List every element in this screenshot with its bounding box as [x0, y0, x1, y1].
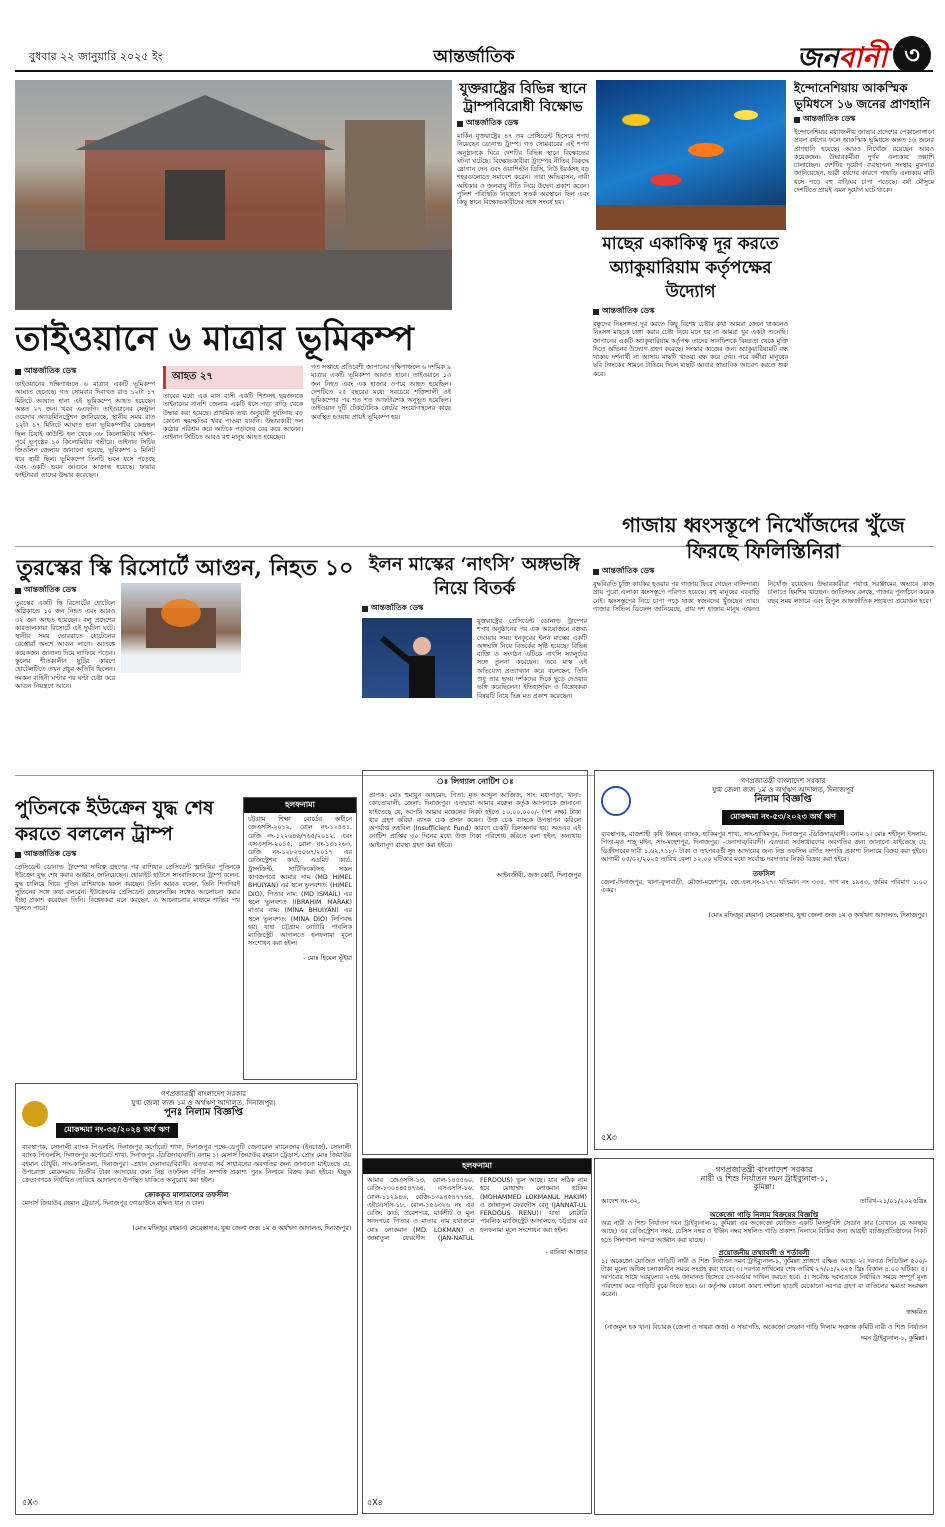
- tribunal-req-title: প্রয়োজনীয় তথ্যাবলী ও শর্তাবলী: [718, 1248, 810, 1257]
- auction-title: নিলাম বিজ্ঞপ্তি: [754, 794, 812, 805]
- affidavit-code: ৫X৪: [367, 1498, 383, 1507]
- putin-desk-label: আন্তর্জাতিক ডেস্ক: [15, 849, 240, 861]
- putin-headline: পুতিনকে ইউক্রেন যুদ্ধ শেষ করতে বললেন ট্রাম্প: [15, 797, 214, 845]
- affidavit-signer: - রানিয়া আক্তার: [545, 1249, 587, 1257]
- legal-notice-title: ঃ লিগ্যাল নোটিশ ঃ: [436, 777, 514, 786]
- taiwan-earthquake-photo: [15, 80, 452, 310]
- affidavit-notice-2: [362, 1158, 592, 1514]
- putin-body: প্রেসিডেন্ট ডোনাল্ড ট্রাম্পের দায়িত্ব গ্রহণের পর রাশিয়ার প্রেসিডেন্ট ভ্লাদিমির পুতিনকে ইউক্রেন যুদ্ধ শেষ করার আহ্বান জানিয়েছেন। হোয়াইট হাউসে সাংবাদিকদের ট্রাম্প বলেন, যুদ্ধ চালিয়ে গিয়ে পুতিন রাশিয়াকে ধ্বংস করছেন। তিনি আরও বলেন, তিনি শিগগিরই পুতিনের সঙ্গে কথা বলবেন। ইউক্রেনের প্রেসিডেন্ট জেলেনস্কির সঙ্গেও আলোচনা করার ইচ্ছা প্রকাশ করেছেন তিনি। বিশ্লেষকরা মনে করছেন, এ আলোচনার মাধ্যমে শান্তির পথ খুলতে পারে।: [15, 864, 240, 913]
- gaza-article: [593, 512, 934, 767]
- page-number: ৩: [893, 36, 931, 72]
- musk-article: [362, 553, 587, 766]
- ski-article: [15, 553, 355, 778]
- taiwan-body-2: তারের মধ্যে এক মাস বাসী একটি শিশুসহ ছয়জনকে তাইনানের নানশি জেলায় একটি ধসে পড়া বাড়ি থেকে উদ্ধার করা হয়েছে। প্রাথমিক তথ্য অনুযায়ী দুর্ঘটনায় বড় কোনো ক্ষয়ক্ষতির খবর পাওয়া যায়নি। উদ্ধারকারী দল কঠোর পরিশ্রম করে আটকে পড়াদের বের করে আনেন। তাইনান সিটিতে আরও বহু মানুষ আহত হয়েছেন।: [163, 393, 303, 442]
- tribunal-notice: [594, 1158, 934, 1515]
- photo-illustration: [15, 80, 452, 310]
- gaza-headline: গাজায় ধ্বংসস্তূপে নিখোঁজদের খুঁজে ফিরছে ফিলিস্তিনিরা: [622, 513, 905, 563]
- logo-text-part2: বানী: [838, 41, 887, 72]
- taiwan-desk-label: আন্তর্জাতিক ডেস্ক: [15, 366, 155, 378]
- taiwan-body-3: গত সপ্তাহে প্রতিবেশী জাপানের দক্ষিণাঞ্চলে ৬ দশমিক ৯ মাত্রার একটি ভূমিকম্প আঘাত হানে। তাইওয়ানে ১৩ জন নিহত এবং এক হাজার ওপরে আহত হয়েছিল। দেশটিতে ২৫ বছরের মধ্যে সবচেয়ে শক্তিশালী ওই ভূমিকম্পের পর শত শত আফটারশক অনুভূত হয়েছিল। তাইওয়ান দুটি টেকটোনিক প্লেটের সংযোগস্থলের কাছে অবস্থিত হওয়ায় প্রায়ই ভূমিকম্প হয়।: [311, 364, 451, 421]
- taiwan-body-1: তাইওয়ানের দক্ষিণাঞ্চলে ৬ মাত্রার একটি ভূমিকম্প আঘাত হেনেছে। গত সোমবার দিবাগত রাত ১২টা ১৭ মিনিটে আঘাত হানা এই ভূমিকম্পে আহত হয়েছেন অন্তত ২৭ জন। খবর এএফপি। তাইওয়ানের সেন্ট্রাল ওয়েদার অ্যাডমিনিস্ট্রেশন জানিয়েছে, স্থানীয় সময় রাত ১২টা ১৭ মিনিটে আঘাত হানা ভূমিকম্পটির কেন্দ্রস্থল ছিল চিয়াই কাউন্টি হল থেকে ৩৮ কিলোমিটার দক্ষিণ-পূর্বে ভূপৃষ্ঠের ১০ কিলোমিটার গভীরে। তাইনান সিটির জিওলিন জেলায় জানানো হয়েছে, ভূমিকম্প ১ মিনিট ধরে স্থায়ী ছিল। ভূমিকম্পে তিনটি ভবন ধসে পড়েছে এবং একটি ভবন আগুনে আক্রান্ত হয়েছে। ফায়ার ফাইটাররা তাদের উদ্ধার করেছেন।: [15, 381, 155, 480]
- newspaper-logo[interactable]: [797, 36, 887, 72]
- ski-headline: তুরস্কের স্কি রিসোর্টে আগুন, নিহত ১০: [16, 555, 354, 581]
- affidavit-body: আমার জেএসসি-১৩, রোল-১৪৫৫৬০, রেজি-১৩০৪৪৫৪৭৬৪, এসএসসি-১৬, রোল-১১২৯৪৬, রেজি-১৩৯৪৫৪৭৭৬৪, এইচএসসি-১৮, রোল-১৫৬৩২৬ নং এর রেজি: কার্ড, প্রবেশপত্র, মার্কশীট ও মূল সনদপত্রে পিতার ও মাতার নাম যথাক্রমে মোঃ লোকমান (MD. LOKMAN) ও জান্নাতুল ফেরদৌস (JAN-NATUL FERDOUS) ভুল আছে। যার সঠিক নাম হবে মোহাম্মদ লোকমান হাকিম (MOHAMMED LOKMANUL HAKIM) ও জান্নাতুল ফেরদৌস রেনু (JANNAT-UL FERDOUS RENU)। যাহা নোটারি পাবলিক ম্যাজিস্ট্রেট আদালতে, চট্টগ্রাম এর হলফনামা মূলে সংশোধন করা হইল।: [367, 1177, 587, 1243]
- ski-resort-fire-photo: [121, 583, 241, 673]
- tribunal-date: তারিখ-২১/০১/২০২৫খ্রিঃ: [859, 1197, 927, 1205]
- auction-court: যুগ্ম জেলা জজ ১ম ও অর্থঋণ আদালত, দিনাজপুর: [712, 786, 854, 794]
- auction-court: যুগ্ম জেলা জজ ১ম ও অর্থঋণ আদালত, দিনাজপুর।: [131, 1099, 276, 1107]
- musk-headline: ইলন মাস্কের ‘নাৎসি’ অঙ্গভঙ্গি নিয়ে বিতর্ক: [369, 554, 580, 599]
- auction-case: মোকদ্দমা নং-৩৫/২০২৪ অর্থ ঋণ: [56, 1123, 178, 1138]
- auction-schedule: জেলা-দিনাজপুর, থানা-ফুলবাড়ী, মৌজা-মহেশপুর, জে.এল.নং-১২৭। খতিয়ান নং ৩৩৫, দাগ নং ১৯৪৩, জমির পরিমাণ ১.০০ একর।: [601, 879, 927, 895]
- aquarium-article: [593, 232, 788, 540]
- auction-notice-right: [594, 770, 934, 1150]
- auction-schedule-head: ক্রোককৃত মালামালের তফসীল: [144, 1191, 229, 1200]
- auction-schedule-head: তফসিল: [752, 870, 776, 879]
- musk-body: যুক্তরাষ্ট্রের প্রেসিডেন্ট ডোনাল্ড ট্রাম্পের শপথ অনুষ্ঠানের পর এক আয়োজনে বক্তব্য দেওয়ার সময় ধনকুবের ইলন মাস্কের একটি অঙ্গভঙ্গি নিয়ে বিতর্কের সৃষ্টি হয়েছে। বিভিন্ন ব্যক্তি ও সংগঠন এটিকে নাৎসি স্যালুটের সঙ্গে তুলনা করেছেন। তবে মাস্ক এই অভিযোগ প্রত্যাখ্যান করে বলেছেন, তিনি শুধু তার হৃদয় দর্শকদের দিকে ছুড়ে দেওয়ার ভঙ্গি করেছিলেন। ইতিহাসবিদ ও বিশ্লেষকরা বিষয়টি নিয়ে ভিন্ন মত প্রকাশ করেছেন।: [477, 618, 587, 700]
- court-seal-icon: [601, 786, 631, 816]
- tribunal-title: অকেজো গাড়ি নিলাম বিক্রয়ের বিজ্ঞপ্তি: [709, 1211, 819, 1219]
- tribunal-signer: (নাজমুল হক খান) বিচারক (জেলা ও দায়রা জজ) ও সভাপতি, অকেজো সেডান গাড়ি নিলাম সংক্রান্ত কমিটি নারী ও শিশু নির্যাতন দমন ট্রাইব্যুনাল-১, কুমিল্লা।: [604, 1324, 927, 1343]
- tribunal-court: নারী ও শিশু নির্যাতন দমন ট্রাইব্যুনাল-১,: [700, 1174, 828, 1183]
- affidavit-signer: - মোঃ হিমেল ভূঁইয়া: [303, 954, 352, 962]
- legal-notice-body: প্রাপক: মোঃ হুমায়ুন আহমেদ, পিতা: মৃত আব্দুল আজিজ, সাং: মধ্যপাড়া, থানা: কোতোয়ালী, জেলা: দিনাজপুর। এতদ্বারা আমার মক্কেল কর্তৃক আপনাকে জানানো যাইতেছে যে, আপনি আমার মক্কেলের নিকট হইতে ১০,০০,০০০/- (দশ লক্ষ) টাকা ধার গ্রহণ করিয়া ব্যাংক চেক প্রদান করেন। উক্ত চেক ব্যাংকে উপস্থাপন করিলে অপর্যাপ্ত তহবিল (Insufficient Fund) কারণে চেকটি ডিসঅনার হয়। অতএব এই নোটিশ প্রাপ্তির ৩০ দিনের মধ্যে উক্ত টাকা পরিশোধ করিতে বলা হইল, অন্যথায় আইনানুগ ব্যবস্থা গ্রহণ করা হইবে।: [369, 792, 581, 849]
- auction-signer: (মোঃ মফিজুর রহমান) সেরেস্তাদার, যুগ্ম জেলা জজ ১ম ও অর্থঋণ আদালত, দিনাজপুর।: [132, 1224, 351, 1232]
- section-title: আন্তর্জাতিক: [433, 47, 515, 67]
- indonesia-body: ইন্দোনেশিয়ার মধ্যাঞ্চলীয় জাভার প্রদেশের পেকালোঙ্গানে প্রবল বর্ষণের ফলে আকস্মিক ভূমিধসে অন্তত ১৬ জনের প্রাণহানি হয়েছে। আরও নিখোঁজ রয়েছেন আরও কয়েকজন। উদ্ধারকর্মীরা দুর্গম এলাকায় তল্লাশি চালাচ্ছেন। দেশটির দুর্যোগ ব্যবস্থাপনা সংস্থার মুখপাত্র জানিয়েছেন, ভারী বর্ষণের কারণে পাহাড়ি এলাকায় মাটি ধসে পড়ে বহু বাড়িঘর চাপা পড়েছে। বর্ষা মৌসুমে দেশটিতে প্রায়ই এমন দুর্যোগ ঘটে থাকে।: [794, 129, 934, 195]
- court-logo-icon: [22, 1101, 48, 1127]
- auction-body: ব্যবস্থাপক, রাজশাহী কৃষি উন্নয়ন ব্যাংক, হাকিমপুর শাখা, সাং-হাকিমপুর, দিনাজপুর -ডিক্রিদার/বাদী। বনাম ১। মোঃ শহীদুল ইসলাম, পিতা-মৃত শাহ্ মঈন, সাং-মহেশপুর, দিনাজপুর। -দেনাদার/বিবাদী। এতদ্বারা সর্বসাধারণের অবগতির জন্য জানানো যাইতেছে যে, ডিক্রীদারের দাবী ১,৬২,৭১৮/- টাকা ও তৎপরবর্তী সুদ আদায়ের জন্য নিম্ন তফসিল বর্ণিত সম্পত্তি প্রকাশ্য নিলামে বিক্রয় করা হইবে। আগামী ০৫/০২/২০২৫ তারিখ বেলা ১২.০০ ঘটিকার মধ্যে সর্বোচ্চ দরদাতার নিকট বিক্রয় করা হইবে।: [601, 831, 927, 863]
- auction-code: ৫X৩: [22, 1498, 38, 1507]
- auction-gov: গণপ্রজাতন্ত্রী বাংলাদেশ সরকার: [161, 1090, 246, 1098]
- tribunal-sign-label: স্বাক্ষরিত: [906, 1309, 927, 1317]
- protest-article: [457, 80, 589, 545]
- logo-text-part1: জন: [796, 41, 839, 72]
- ski-body: তুরস্কের একটি স্কি রিসোর্টের হোটেলে অগ্নিকাণ্ডে ১০ জন নিহত এবং আরও ৩২ জন আহত হয়েছেন। বলু প্রদেশের কারতালকায়া রিসোর্টে এই দুর্ঘটনা ঘটে। স্থানীয় সময় ভোররাতে হোটেলের রেস্তোরাঁ অংশে আগুন লাগে। আতঙ্কে কয়েকজন জানালা দিয়ে লাফিয়ে পড়েন। স্কুলের শীতকালীন ছুটির কারণে হোটেলটিতে তখন প্রচুর অতিথি ছিলেন। দমকল বাহিনী ঘণ্টার পর ঘণ্টা চেষ্টা করে আগুন নিয়ন্ত্রণে আনে।: [15, 600, 115, 690]
- musk-gesture-photo: [362, 618, 472, 698]
- indonesia-headline: ইন্দোনেশিয়ায় আকস্মিক ভূমিধসে ১৬ জনের প্রাণহানি: [794, 81, 931, 111]
- auction-notice-left: [15, 1083, 358, 1515]
- auction-title: পুনঃ নিলাম বিজ্ঞপ্তি: [164, 1107, 243, 1118]
- affidavit-title: হলফনামা: [244, 798, 356, 813]
- fish-illustration: [596, 80, 786, 230]
- musk-desk-label: আন্তর্জাতিক ডেস্ক: [362, 603, 587, 615]
- issue-date: বুধবার ২২ জানুয়ারি ২০২৫ ইং: [29, 50, 163, 63]
- gaza-body: যুদ্ধবিরতি চুক্তি কার্যকর হওয়ার পর গাজায় ফিরে গেছেন বাসিন্দারা। প্রায় পুরো এলাকা ধ্বংসস্তূপে পরিণত হয়েছে। বহু মানুষের ঘরবাড়ি নেই। ধ্বংসস্তূপের নিচে চাপা পড়ে থাকা স্বজনদের খুঁজছেন তারা। গাজার সিভিল ডিফেন্স জানিয়েছে, প্রায় দশ হাজার মানুষ এখনও নিখোঁজ রয়েছেন। উদ্ধারকারীরা পর্যাপ্ত সরঞ্জামের অভাবে কাজ চালাতে হিমশিম খাচ্ছেন। জাতিসংঘ বলছে, গাজার পুনর্গঠনে কয়েক বছর সময় লাগবে এবং বিপুল আন্তর্জাতিক সহায়তা প্রয়োজন হবে।: [593, 581, 934, 613]
- auction-body: ব্যবস্থাপক, সোনালী ব্যাংক পিএলসি, দিনাজপুর কর্পোরেট শাখা, দিনাজপুর পক্ষে-ডেপুটি জেনারেল ম্যানেজার (ইনচার্জ), সোনালী ব্যাংক পিএলসি, দিনাজপুর কর্পোরেট শাখা, দিনাজপুর -ডিক্রিদার/বাদী। বনাম ১। মেসার্স জিয়াউর রহমান ট্রেডার্স, প্রোঃ মোঃ জিয়াউর রহমান চৌধুরী, সাং-কালিতলা, দিনাজপুর। -প্রধান দেনাদার/বিবাদী। এতদ্বারা সর্ব সাধারণের অবগতির জন্য জানানো যাইতেছে যে, উপরোক্ত মোকদ্দমায় ডিক্রীর টাকা আদায়ের জন্য নিম্ন তফসিল বর্ণিত সম্পত্তি প্রকাশ্য পুনঃ নিলামে বিক্রয় করা হইবে। ইচ্ছুক ক্রেতাগণকে নির্ধারিত তারিখে আদালতে উপস্থিত থাকিতে অনুরোধ করা হইল।: [22, 1144, 351, 1185]
- affidavit-notice-1: [243, 797, 357, 1080]
- putin-article: [15, 795, 240, 1075]
- aquarium-body: বন্ধুদের নিঃসঙ্গতা দূর করতে কিছু বিশেষ চেষ্টার কথা আমরা জেনে থাকলেও নিঃসঙ্গ মাছকে চাঙ্গা করার চেষ্টা নিয়ে মনে হয় না আমরা খুব একটা শুনেছি। জাপানের একটি অ্যাকুয়ারিয়াম কর্তৃপক্ষ তাদের সানফিশকে বিষণ্ণতা থেকে মুক্তি দিতে অভিনব উদ্যোগ গ্রহণ করেছে। সংস্কার কাজের জন্য অ্যাকুয়ারিয়ামটি বন্ধ থাকায় দর্শনার্থী না আসায় মাছটি খাওয়া বন্ধ করে দেয়। পরে কর্মীরা মানুষের ছবি ট্যাংকের সামনে টাঙিয়ে দিলে মাছটি আবার স্বাভাবিক আচরণ করতে শুরু করে।: [593, 321, 788, 378]
- legal-notice-signer: আইনজীবী, জজ কোর্ট, দিনাজপুর: [496, 872, 581, 880]
- tribunal-city: কুমিল্লা।: [753, 1183, 775, 1191]
- aquarium-headline: মাছের একাকিত্ব দূর করতে অ্যাকুয়ারিয়াম কর্তৃপক্ষের উদ্যোগ: [602, 234, 779, 302]
- aquarium-fish-photo: [596, 80, 786, 230]
- auction-case: মোকদ্দমা নং-৫৩/২০২৩ অর্থ ঋণ: [722, 810, 844, 825]
- auction-code: ৫X৩: [601, 1133, 617, 1142]
- protest-desk-label: আন্তর্জাতিক ডেস্ক: [457, 118, 589, 130]
- taiwan-article: [15, 318, 455, 543]
- masthead: [15, 10, 933, 72]
- tribunal-body: অত্র নারী ও শিশু নির্যাতন দমন ট্রাইব্যুনাল-১, কুমিল্লা এর অকেজো যোজিত একটি মিতসুবিশি সেডান কার (যেখানে যে অবস্থায় আছে) এর রেজিস্ট্রেশন নম্বর, চেসিস নম্বর ও ইঞ্জিন নম্বর সম্বলিত গাড়ি প্রকাশ্য নিলামে বিক্রির জন্য আগ্রহী ব্যক্তি/প্রতিষ্ঠানের নিকট হতে সিলগালা দরপত্র আহ্বান করা যাচ্ছে।: [601, 1220, 927, 1244]
- aquarium-desk-label: আন্তর্জাতিক ডেস্ক: [593, 306, 788, 318]
- legal-notice: [362, 770, 588, 1155]
- tribunal-order-no: আদেশ নং-৩২,: [601, 1197, 641, 1205]
- taiwan-subhead: আহত ২৭: [163, 366, 303, 389]
- affidavit-title: হলফনামা: [363, 1159, 591, 1174]
- auction-schedule: মেসার্স জিয়াউর রহমান ট্রেডার্স, দিনাজপুর গোডাউনে রক্ষিত ধান ও চাল।: [22, 1200, 205, 1208]
- protest-headline: যুক্তরাষ্ট্রের বিভিন্ন স্থানে ট্রাম্পবিরোধী বিক্ষোভ: [459, 81, 587, 115]
- ski-desk-label: আন্তর্জাতিক ডেস্ক: [15, 585, 115, 597]
- tribunal-gov: গণপ্রজাতন্ত্রী বাংলাদেশ সরকার: [715, 1165, 813, 1174]
- gaza-desk-label: আন্তর্জাতিক ডেস্ক: [593, 566, 934, 578]
- auction-gov: গণপ্রজাতন্ত্রী বাংলাদেশ সরকার: [740, 777, 826, 785]
- affidavit-body: চট্টগ্রাম শিক্ষা বোর্ডের অধীনে জেএসসি-২০১২, রোল নং-১২৪৪১, রেজি নং-১২২৬৪৬/৭৬৫/২০১২, এবং এসএসসি-২০১৫, রোল নং-১৩১২৬৩, রেজি নং-১২৮২৪০৬৭/২০১৭ এর রেজিস্ট্রেশন কার্ড, এডমিট কার্ড, ট্রান্সক্রিপ্ট, সার্টিফিকেটসহ সকল কাগজপত্রে আমার নাম (MD HIMEL BHUIYAN) এর স্থলে ভুলবশত: (HIMEL DIO), পিতার নাম: (MD ISMAIL) এর স্থলে ভুলবশত (IBRAHIM MARAK) মাতার নাম: (MINA BHUIYAN) এর স্থলে ভুলবশত: (MINA DIO) লিপিবদ্ধ হয়। যাহা চট্টগ্রাম নোটারি পাবলিক ম্যাজিস্ট্রেট আদালতে হলফনামা মূলে সংশোধন করা হইল।: [248, 816, 352, 948]
- protest-body: মার্কিন যুক্তরাষ্ট্রের ৪৭ তম প্রেসিডেন্ট হিসেবে শপথ নিয়েছেন ডোনাল্ড ট্রাম্প। গত সোমবারের এই শপথ অনুষ্ঠানকে ঘিরে দেশটির বিভিন্ন স্থানে বিক্ষোভের ঘটনা ঘটেছে। বিক্ষোভকারীরা ট্রাম্পের নীতির বিরুদ্ধে স্লোগান দেন এবং ওয়াশিংটন ডিসি, নিউ ইয়র্কসহ বড় শহরগুলোতে সমাবেশ করেন। তারা অভিবাসন, নারী অধিকার ও জলবায়ু নীতি নিয়ে উদ্বেগ প্রকাশ করেন। পুলিশ পরিস্থিতি নিয়ন্ত্রণে সতর্ক অবস্থানে ছিল এবং কিছু স্থানে বিক্ষোভকারীদের সঙ্গে সংঘর্ষ হয়।: [457, 133, 589, 207]
- indonesia-article: [794, 80, 934, 545]
- tribunal-req-body: ১। অকেজো যোজিত গাড়িটি নারী ও শিশু নির্যাতন দমন ট্রাইব্যুনাল-১, কুমিল্লা প্রাঙ্গণে রক্ষিত আছে। ২। দরপত্র সিডিউল ৫০০/- টাকা মূল্যে অফিস চলাকালীন সময়ে সংগ্রহ করা যাবে। ৩। দরপত্র দাখিলের শেষ তারিখ ২৭/০১/২০২৫ খ্রিঃ বিকাল ৪.০০ ঘটিকা। ৪। দরপত্রের সাথে দরমূল্যের ২৫% জামানত হিসেবে পে-অর্ডার দাখিল করতে হবে। ৫। সর্বোচ্চ দরদাতাকে নির্ধারিত সময়ে সম্পূর্ণ মূল্য পরিশোধ করে গাড়িটি বুঝে নিতে হবে। ৬। কর্তৃপক্ষ কোনো কারণ দর্শানো ছাড়াই যেকোনো দরপত্র গ্রহণ বা বাতিলের ক্ষমতা সংরক্ষণ করেন।: [601, 1257, 927, 1299]
- auction-signer: (মোঃ মফিজুর রহমান) সেরেস্তাদার, যুগ্ম জেলা জজ ১ম ও অর্থঋণ আদালত, দিনাজপুর।: [708, 911, 927, 919]
- indonesia-desk-label: আন্তর্জাতিক ডেস্ক: [794, 114, 934, 126]
- taiwan-headline: তাইওয়ানে ৬ মাত্রার ভূমিকম্প: [15, 319, 414, 359]
